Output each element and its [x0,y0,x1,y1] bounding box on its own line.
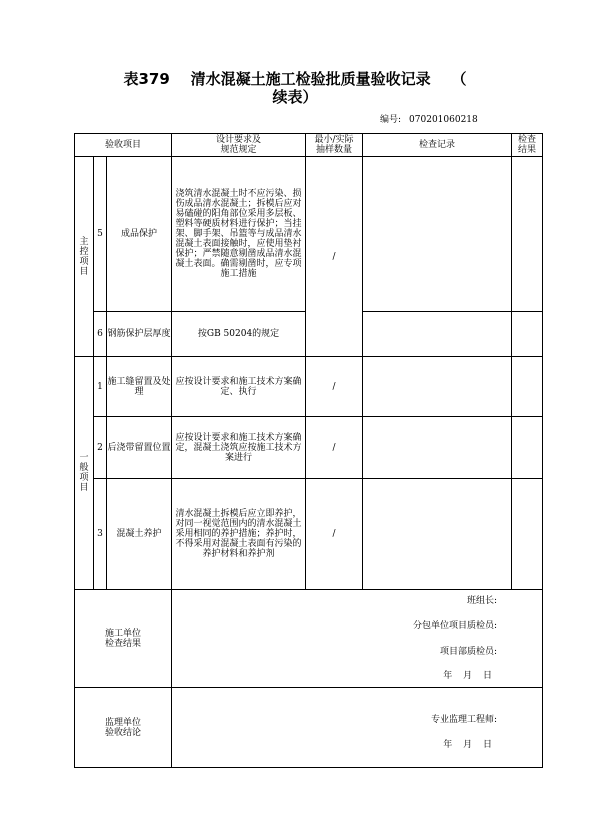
supervision-row [75,688,543,768]
row-number: 2 [94,417,107,479]
construction-label: 施工单位 检查结果 [75,590,172,688]
row-sample: / [306,157,363,357]
title-line-2: 续表） [272,88,318,106]
row-item-name: 混凝土养护 [107,479,172,590]
header-result: 检查 结果 [512,134,543,157]
row-requirement: 浇筑清水混凝土时不应污染、损伤成品清水混凝土；拆模后应对易磕碰的阳角部位采用多层板、塑料等硬质材料进行保护；当挂架、脚手架、吊篮等与成品清水混凝土表面接触时，应使用垫衬保护；严禁随意剔凿成品清水混凝土表面。确需剔凿时，应专项施工措施 [172,157,306,312]
row-requirement: 应按设计要求和施工技术方案确定、执行 [172,357,306,417]
row-number: 5 [94,157,107,312]
row-record[interactable] [363,357,512,417]
row-sample: / [306,417,363,479]
page-title [0,70,590,106]
row-result[interactable] [512,312,543,357]
row-record[interactable] [363,417,512,479]
header-item: 验收项目 [75,134,172,157]
row-item-name: 成品保护 [107,157,172,312]
code-label: 编号: [380,115,402,125]
row-requirement: 清水混凝土拆模后应立即养护，对同一视觉范围内的清水混凝土采用相同的养护措施；养护时，不得采用对混凝土表面有污染的养护材料和养护剂 [172,479,306,590]
supervision-date: 年 月 日 [443,740,493,750]
title-line-1: 表379 清水混凝土施工检验批质量验收记录 （ [123,70,467,88]
row-requirement: 按GB 50204的规定 [172,312,306,357]
inspection-table [74,133,543,768]
header-record: 检查记录 [363,134,512,157]
row-item-name: 钢筋保护层厚度 [107,312,172,357]
row-sample: / [306,479,363,590]
row-result[interactable] [512,479,543,590]
row-number: 3 [94,479,107,590]
table-row [75,479,543,590]
row-number: 6 [94,312,107,357]
supervision-signatures[interactable] [172,688,543,768]
construction-check-row [75,590,543,688]
proj-inspector-label: 项目部质检员: [439,647,498,657]
code-value: 070201060218 [409,115,478,125]
table-row [75,357,543,417]
header-design: 设计要求及 规范规定 [172,134,306,157]
form-code [380,112,486,125]
engineer-label: 专业监理工程师: [430,715,498,725]
row-sample: / [306,357,363,417]
header-row [75,134,543,157]
row-number: 1 [94,357,107,417]
supervision-label: 监理单位 验收结论 [75,688,172,768]
main-control-group: 主 控 项 目 [75,157,94,357]
row-record[interactable] [363,312,512,357]
row-record[interactable] [363,479,512,590]
construction-date: 年 月 日 [443,671,493,681]
row-record[interactable] [363,157,512,312]
general-group: 一 般 项 目 [75,357,94,590]
row-result[interactable] [512,417,543,479]
team-leader-label: 班组长: [466,596,498,606]
row-item-name: 后浇带留置位置 [107,417,172,479]
row-result[interactable] [512,357,543,417]
construction-signatures[interactable] [172,590,543,688]
header-sample: 最小/实际 抽样数量 [306,134,363,157]
row-requirement: 应按设计要求和施工技术方案确定，混凝土浇筑应按施工技术方案进行 [172,417,306,479]
sub-inspector-label: 分包单位项目质检员: [412,621,498,631]
table-row [75,417,543,479]
row-item-name: 施工缝留置及处理 [107,357,172,417]
table-row [75,157,543,312]
row-result[interactable] [512,157,543,312]
